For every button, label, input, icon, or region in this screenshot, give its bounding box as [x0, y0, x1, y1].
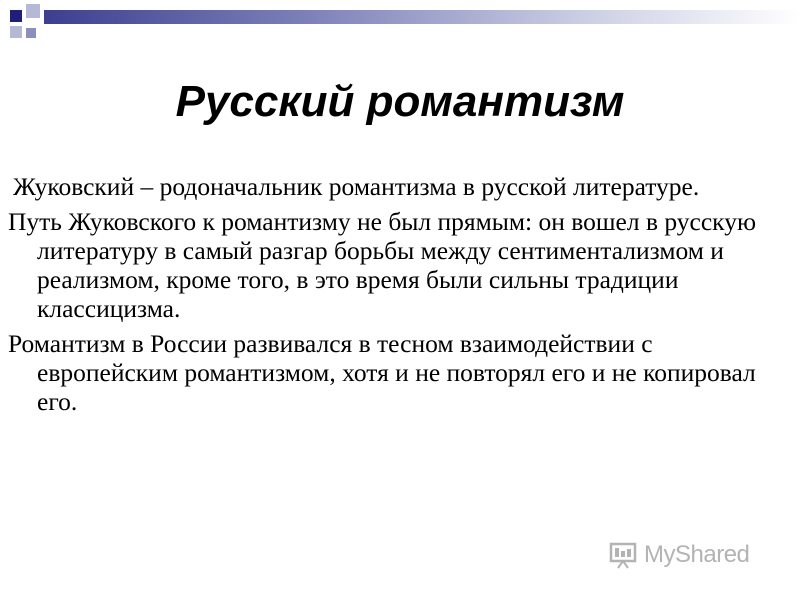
decor-square-light: [10, 26, 22, 38]
decor-square-navy: [10, 10, 22, 22]
paragraph-3: Романтизм в России развивался в тесном взаимодействии с европейским романтизмом, хотя и не повторял его и не копировал его.: [8, 329, 756, 416]
watermark-text: MyShared: [644, 541, 750, 568]
header-gradient-bar: [44, 10, 800, 24]
slide-title: Русский романтизм: [175, 77, 625, 126]
presentation-board-icon: [608, 540, 638, 570]
paragraph-1: Жуковский – родоначальник романтизма в русской литературе.: [13, 172, 700, 201]
slide-body: [8, 172, 778, 422]
decor-square-light: [26, 4, 40, 18]
paragraph-2: Путь Жуковского к романтизму не был прямым: он вошел в русскую литературу в самый разгар борьбы между сентиментализмом и реализмом, кроме того, в это время были сильны традиции классицизма.: [8, 207, 757, 323]
watermark: [608, 538, 749, 572]
decor-square-mid: [26, 28, 36, 38]
